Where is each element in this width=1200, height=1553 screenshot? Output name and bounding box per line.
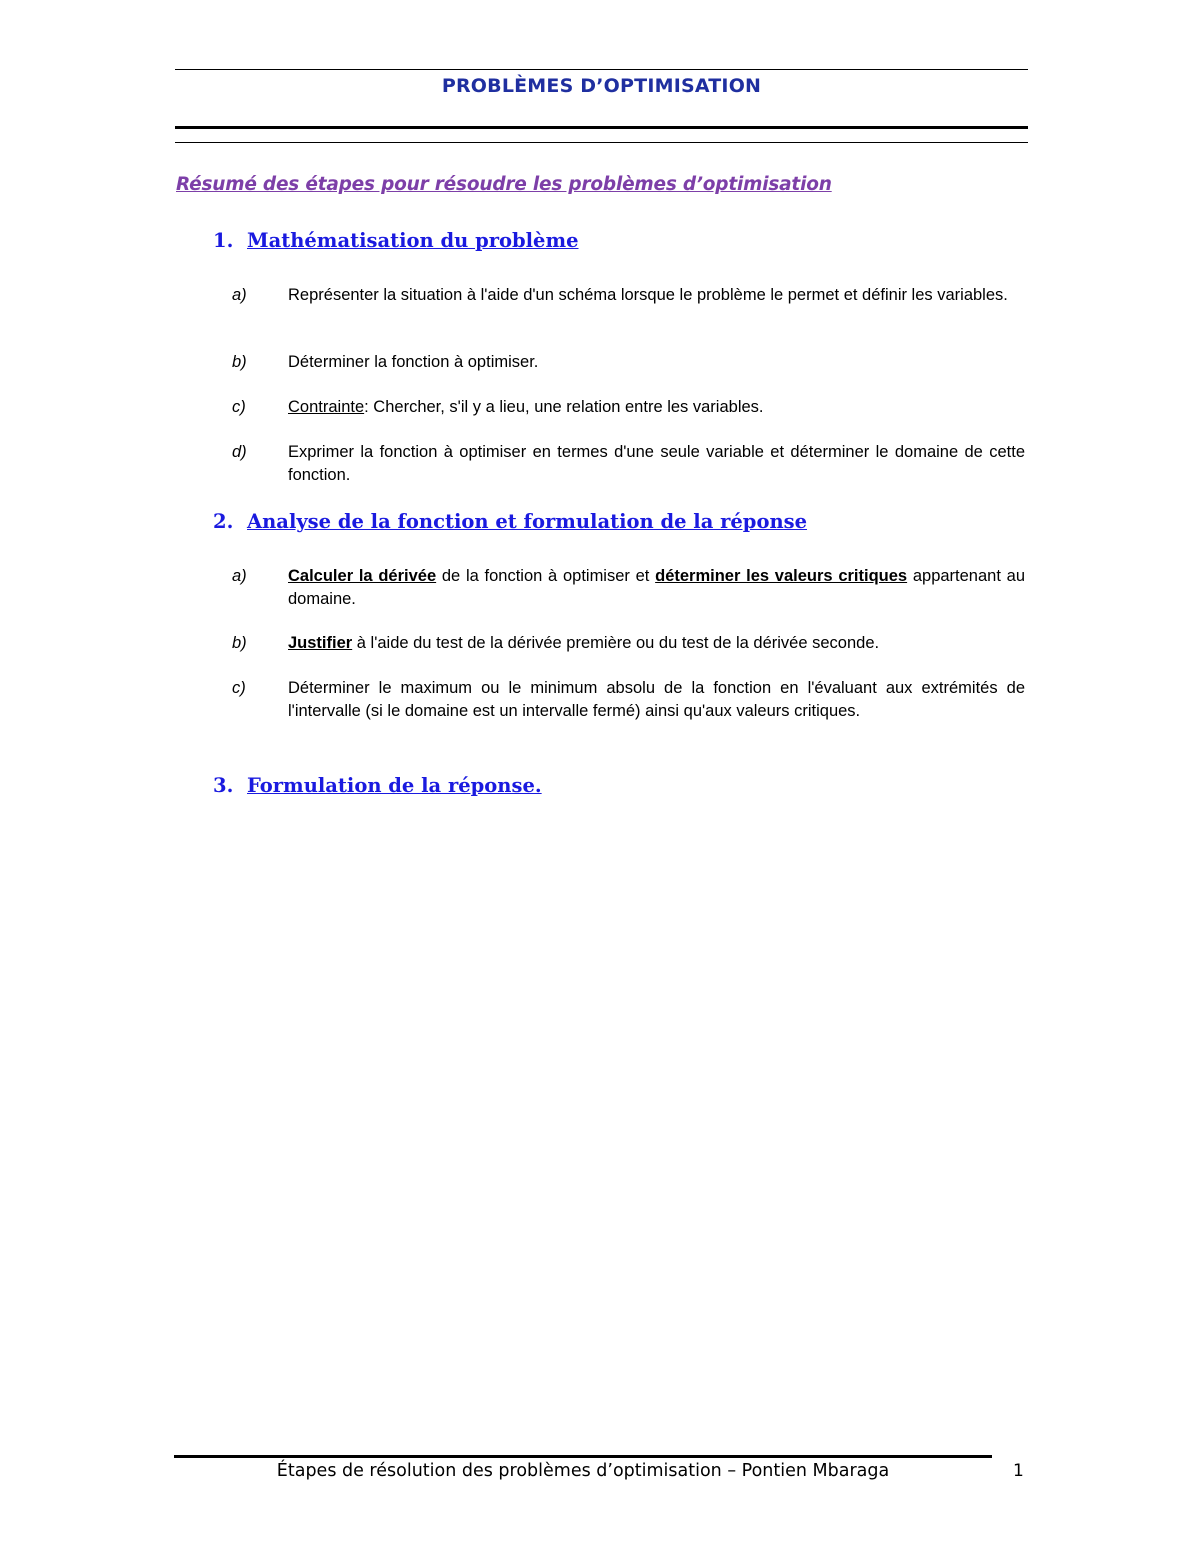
step-2c [232, 677, 1025, 723]
step-1b [232, 351, 1025, 374]
page-title: PROBLÈMES D’OPTIMISATION [441, 75, 762, 97]
item-label: c) [232, 398, 246, 416]
item-label: b) [232, 353, 247, 371]
constraint-term: Contrainte [288, 398, 365, 416]
section-number: 2. [213, 510, 234, 533]
item-text: : Chercher, s'il y a lieu, une relation entre les variables. [364, 398, 764, 416]
item-text: à l'aide du test de la dérivée première ou du test de la dérivée seconde. [352, 634, 880, 652]
step-2a [232, 565, 1025, 611]
item-text: Déterminer le maximum ou le minimum absolu de la fonction en l'évaluant aux extrémités de l'intervalle (si le domaine est un intervalle fermé) ainsi qu'aux valeurs critiques. [288, 679, 1025, 720]
emphasis-derivative: Calculer la dérivée [288, 567, 437, 585]
item-label: a) [232, 286, 247, 304]
emphasis-justify: Justifier [288, 634, 353, 652]
summary-subtitle: Résumé des étapes pour résoudre les problèmes d’optimisation [176, 174, 832, 195]
footer-text: Étapes de résolution des problèmes d’optimisation – Pontien Mbaraga [276, 1461, 890, 1481]
page-number: 1 [1013, 1461, 1024, 1481]
item-text: Représenter la situation à l'aide d'un schéma lorsque le problème le permet et définir les variables. [288, 286, 1008, 304]
item-label: c) [232, 679, 246, 697]
section-number: 3. [213, 774, 234, 797]
section-1-heading [213, 229, 579, 252]
item-label: b) [232, 634, 247, 652]
step-1d [232, 441, 1025, 487]
step-2b [232, 632, 1025, 655]
section-title: Formulation de la réponse. [247, 774, 542, 797]
section-2-heading [213, 510, 807, 533]
footer-rule [174, 1455, 992, 1458]
section-title: Mathématisation du problème [247, 229, 579, 252]
section-3-heading [213, 774, 542, 797]
header-top-rule [175, 69, 1028, 70]
item-label: a) [232, 567, 247, 585]
section-title: Analyse de la fonction et formulation de la réponse [247, 510, 808, 533]
header-thin-rule [175, 142, 1028, 143]
item-text: de la fonction à optimiser et [436, 567, 656, 585]
item-text: Exprimer la fonction à optimiser en termes d'une seule variable et déterminer le domaine de cette fonction. [288, 443, 1025, 484]
header-thick-rule [175, 126, 1028, 129]
item-text: Déterminer la fonction à optimiser. [288, 353, 539, 371]
emphasis-critical-values: déterminer les valeurs critiques [655, 567, 908, 585]
item-text: appartenant au domaine. [288, 567, 1026, 608]
step-1c [232, 396, 1025, 419]
section-number: 1. [213, 229, 234, 252]
item-label: d) [232, 443, 247, 461]
step-1a [232, 284, 1025, 307]
